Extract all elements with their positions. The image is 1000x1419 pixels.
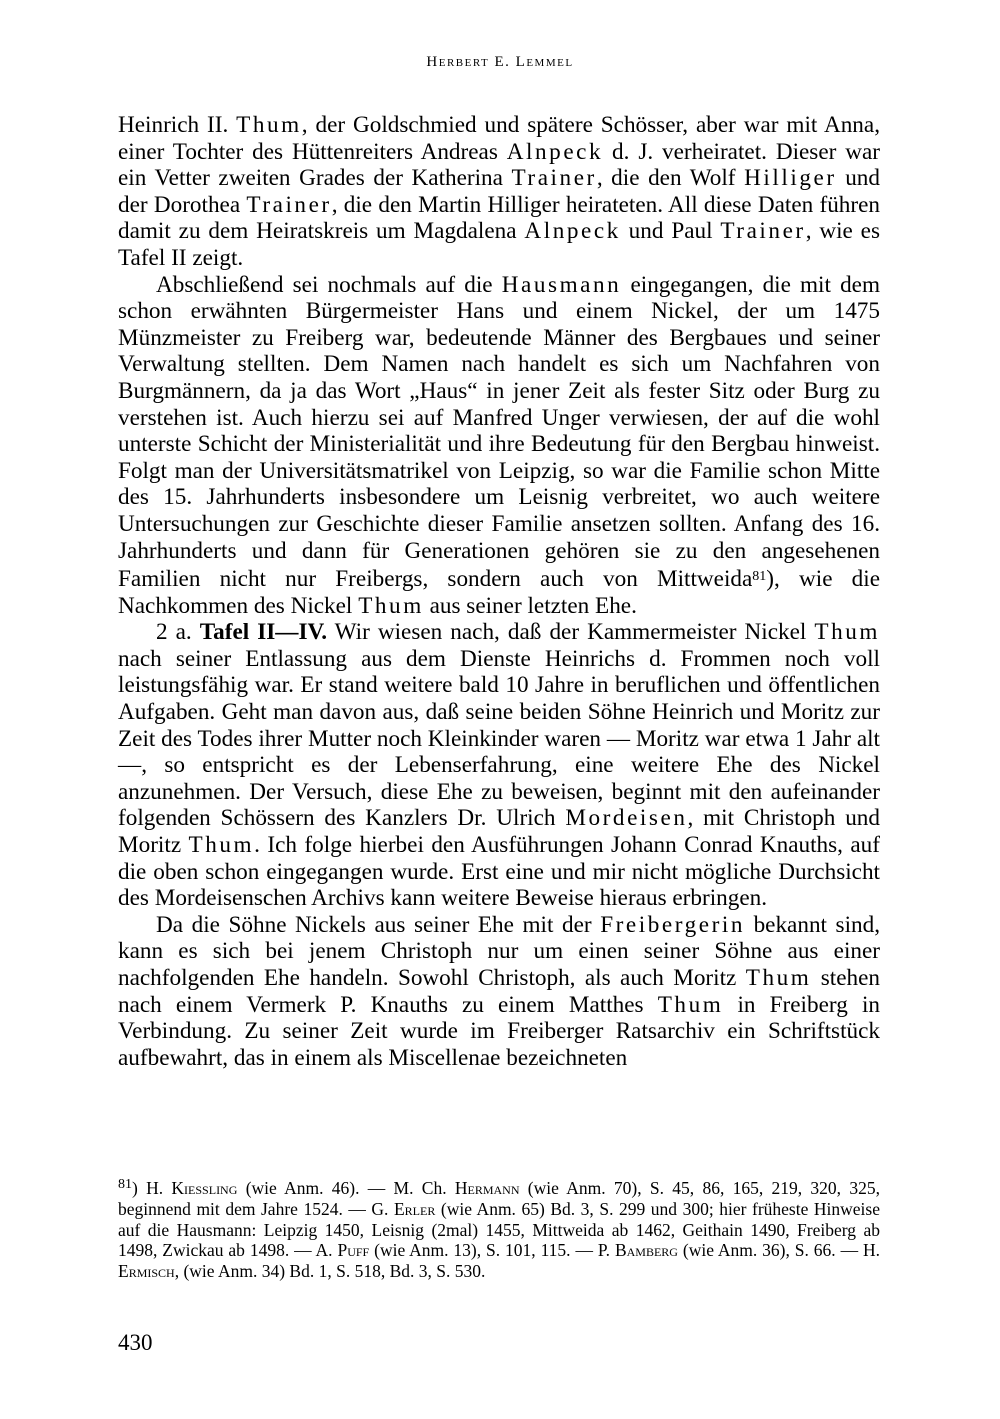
paragraph-2: Abschließend sei nochmals auf die Hausmann eingegangen, die mit dem schon erwähnten Bürgermeister Hans und einem Nickel, der um 1475 Münzmeister zu Freiberg war, bedeutende Männer des Bergbaues und seiner Verwaltung stellten. Dem Namen nach handelt es sich um Nachfahren von Burgmännern, da ja das Wort „Haus“ in jener Zeit als fester Sitz oder Burg zu verstehen ist. Auch hierzu sei auf Manfred Unger verwiesen, der auf die wohl unterste Schicht der Ministerialität und ihre Bedeutung für den Bergbau hinweist. Folgt man der Universitätsmatrikel von Leipzig, so war die Familie schon Mitte des 15. Jahrhunderts insbesondere um Leisnig verbreitet, wo auch weitere Untersuchungen zur Geschichte dieser Familie ansetzen sollten. Anfang des 16. Jahrhunderts und dann für Generationen gehören sie zu den angesehenen Familien nicht nur Freibergs, sondern auch von Mittweida$^{81}$), wie die Nachkommen des Nickel Thum aus seiner letzten Ehe.: [118, 271, 881, 619]
paragraph-4: Da die Söhne Nickels aus seiner Ehe mit der Freibergerin bekannt sind, kann es sich bei jenem Christoph nur um einen seiner Söhne aus einer nachfolgenden Ehe handeln. Sowohl Christoph, als auch Moritz Thum stehen nach einem Vermerk P. Knauths zu einem Matthes Thum in Freiberg in Verbindung. Zu seiner Zeit wurde im Freiberger Ratsarchiv ein Schriftstück aufbewahrt, das in einem als Miscellenae bezeichneten: [118, 911, 880, 1071]
page-number: 430: [118, 1330, 153, 1355]
paragraph-1: Heinrich II. Thum, der Goldschmied und spätere Schösser, aber war mit Anna, einer Tochter des Hüttenreiters Andreas Alnpeck d. J. verheiratet. Dieser war ein Vetter zweiten Grades der Katherina Trainer, die den Wolf Hilliger und der Dorothea Trainer, die den Martin Hilliger heirateten. All diese Daten führen damit zu dem Heiratskreis um Magdalena Alnpeck und Paul Trainer, wie es Tafel II zeigt.: [118, 112, 880, 271]
footnotes: [118, 1175, 880, 1282]
body-text: [118, 112, 880, 1071]
running-head: Herbert E. Lemmel: [426, 54, 574, 70]
footnote-ref[interactable]: 81: [752, 569, 767, 585]
paragraph-3: 2 a. Tafel II—IV. Wir wiesen nach, daß der Kammermeister Nickel Thum nach seiner Entlassung aus dem Dienste Heinrichs d. Frommen noch voll leistungsfähig war. Er stand weitere bald 10 Jahre in beruflichen und öffentlichen Aufgaben. Geht man davon aus, daß seine beiden Söhne Heinrich und Moritz zur Zeit des Todes ihrer Mutter noch Kleinkinder waren — Moritz war etwa 1 Jahr alt —, so entspricht es der Lebenserfahrung, eine weitere Ehe des Nickel anzunehmen. Der Versuch, diese Ehe zu beweisen, beginnt mit den aufeinander folgenden Schössern des Kanzlers Dr. Ulrich Mordeisen, mit Christoph und Moritz Thum. Ich folge hierbei den Ausführungen Johann Conrad Knauths, auf die oben schon eingegangen wurde. Erst eine und mir nicht mögliche Durchsicht des Mordeisenschen Archivs kann weitere Beweise hieraus erbringen.: [118, 619, 880, 912]
section-heading: Tafel II—IV.: [199, 619, 328, 646]
footnote-81: $^{81}$) H. Kiessling (wie Anm. 46). — M. Ch. Hermann (wie Anm. 70), S. 45, 86, 165, 219, 320, 325, beginnend mit dem Jahre 1524. — G. Erler (wie Anm. 65) Bd. 3, S. 299 und 300; hier früheste Hinweise auf die Hausmann: Leipzig 1450, Leisnig (2mal) 1455, Mittweida ab 1462, Geithain 1490, Freiberg ab 1498, Zwickau ab 1498. — A. Puff (wie Anm. 13), S. 101, 115. — P. Bamberg (wie Anm. 36), S. 66. — H. Ermisch, (wie Anm. 34) Bd. 1, S. 518, Bd. 3, S. 530.: [118, 1177, 881, 1282]
